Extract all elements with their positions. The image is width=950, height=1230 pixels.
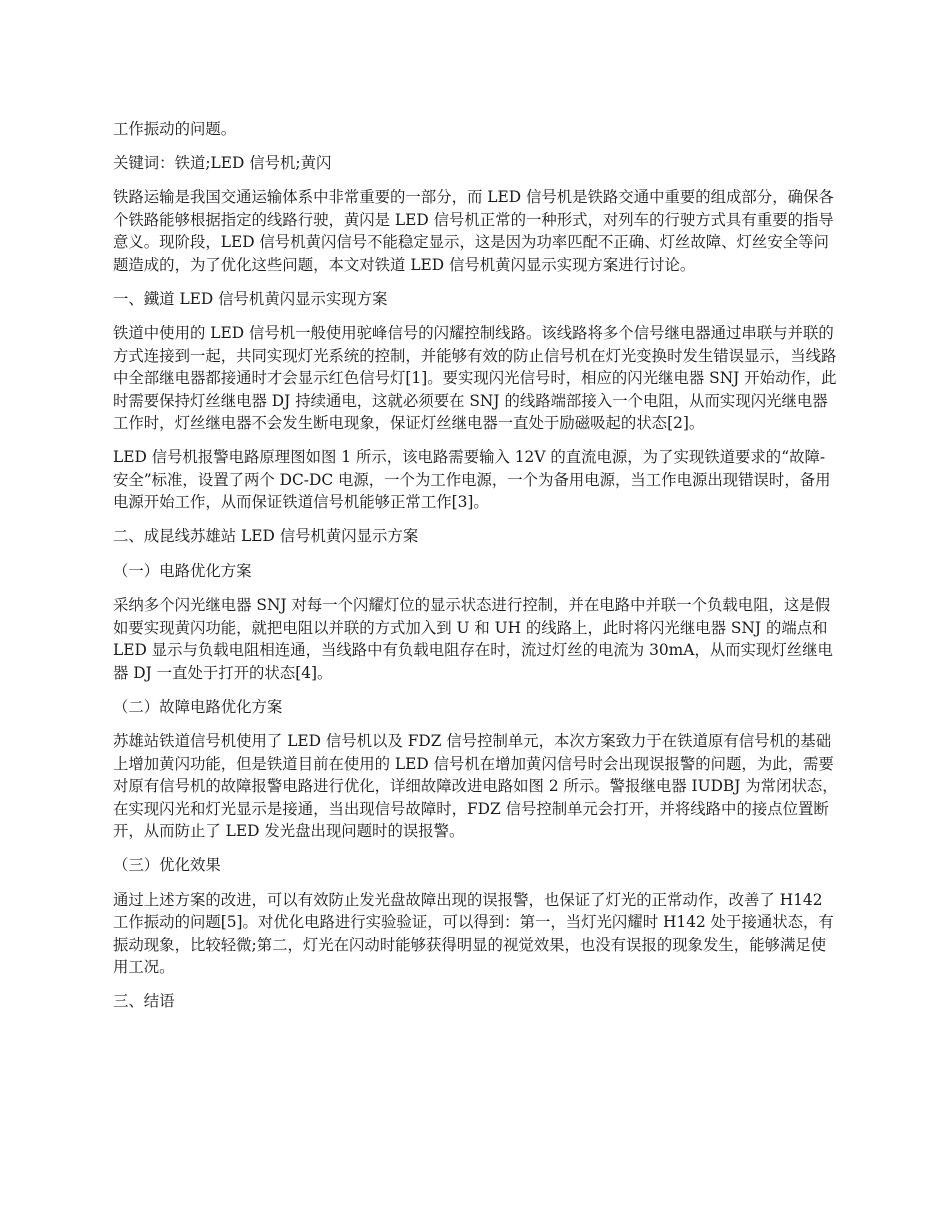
section-heading-2: 二、成昆线苏雄站 LED 信号机黄闪显示方案: [113, 527, 419, 545]
subsection1-paragraph: 采纳多个闪光继电器 SNJ 对每一个闪耀灯位的显示状态进行控制，并在电路中并联一个负载电阻，这是假如要实现黄闪功能，就把电阻以并联的方式加入到 U 和 UH 的线路上，此时将闪光继电器 SNJ 的端点和 LED 显示与负载电阻相连通，当线路中有负载电阻存在时，流过灯丝的电流为 30mA，从而实现灯丝继电器 DJ 一直处于打开的状态[4]。: [113, 596, 833, 682]
subsection-heading-2: （二）故障电路优化方案: [113, 697, 283, 716]
subsection-heading-3: （三）优化效果: [113, 856, 221, 874]
document-page: [113, 118, 840, 1025]
subsection2-paragraph: 苏雄站铁道信号机使用了 LED 信号机以及 FDZ 信号控制单元，本次方案致力于在铁道原有信号机的基础上增加黄闪功能，但是铁道目前在使用的 LED 信号机在增加黄闪信号时会出现误报警的问题，为此，需要对原有信号机的故障报警电路进行优化，详细故障改进电路如图 2 所示。警报继电器 IUDBJ 为常闭状态，在实现闪光和灯光显示是接通，当出现信号故障时，FDZ 信号控制单元会打开，并将线路中的接点位置断开，从而防止了 LED 发光盘出现问题时的误报警。: [113, 732, 838, 840]
section-heading-1: 一、鐵道 LED 信号机黄闪显示实现方案: [113, 289, 388, 308]
section1-paragraph-2: LED 信号机报警电路原理图如图 1 所示，该电路需要输入 12V 的直流电源，为了实现铁道要求的“故障-安全”标准，设置了两个 DC-DC 电源，一个为工作电源，一个为备用电源，当工作电源出现错误时，备用电源开始工作，从而保证铁道信号机能够正常工作[3]。: [113, 448, 831, 511]
continuation-paragraph: 工作振动的问题。: [113, 120, 237, 138]
subsection3-paragraph: 通过上述方案的改进，可以有效防止发光盘故障出现的误报警，也保证了灯光的正常动作，改善了 H142 工作振动的问题[5]。对优化电路进行实验验证，可以得到：第一，当灯光闪耀时 H142 处于接通状态，有振动现象，比较轻微;第二，灯光在闪动时能够获得明显的视觉效果，也没有误报的现象发生，能够满足使用工况。: [113, 890, 834, 976]
keywords-line: 关键词：铁道;LED 信号机;黄闪: [113, 154, 332, 172]
intro-paragraph: 铁路运输是我国交通运输体系中非常重要的一部分，而 LED 信号机是铁路交通中重要的组成部分，确保各个铁路能够根据指定的线路行驶，黄闪是 LED 信号机正常的一种形式，对列车的行驶方式具有重要的指导意义。现阶段，LED 信号机黄闪信号不能稳定显示，这是因为功率匹配不正确、灯丝故障、灯丝安全等问题造成的，为了优化这些问题，本文对铁道 LED 信号机黄闪显示实现方案进行讨论。: [113, 188, 834, 274]
subsection-heading-1: （一）电路优化方案: [113, 561, 252, 580]
section1-paragraph-1: 铁道中使用的 LED 信号机一般使用驼峰信号的闪耀控制线路。该线路将多个信号继电器通过串联与并联的方式连接到一起，共同实现灯光系统的控制，并能够有效的防止信号机在灯光变换时发生错误显示，当线路中全部继电器都接通时才会显示红色信号灯[1]。要实现闪光信号时，相应的闪光继电器 SNJ 开始动作，此时需要保持灯丝继电器 DJ 持续通电，这就必须要在 SNJ 的线路端部接入一个电阻，从而实现闪光继电器工作时，灯丝继电器不会发生断电现象，保证灯丝继电器一直处于励磁吸起的状态[2]。: [113, 324, 837, 432]
section-heading-3: 三、结语: [113, 992, 175, 1010]
